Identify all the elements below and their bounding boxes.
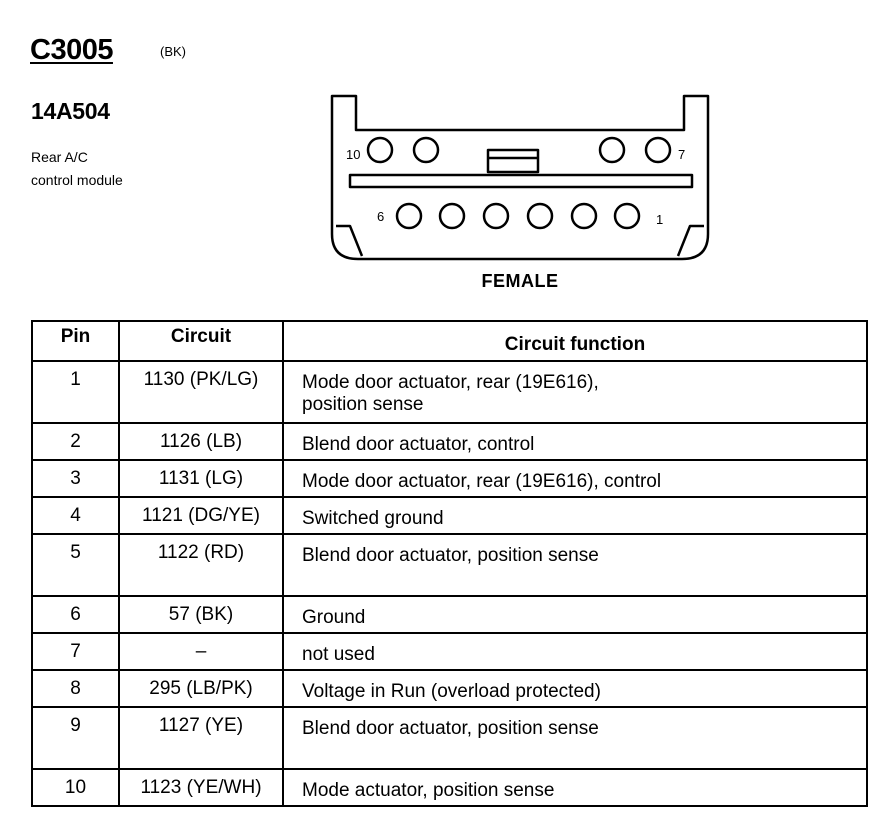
connector-divider-bar [350,175,692,187]
pin-label-10: 10 [346,147,361,162]
pin-cavity-9 [414,138,438,162]
pin-number: 10 [32,769,119,806]
circuit-code: 1130 (PK/LG) [119,361,283,423]
pin-label-1: 1 [656,212,664,227]
circuit-function [283,423,867,460]
circuit-function [283,769,867,806]
circuit-code: – [119,633,283,670]
circuit-function-line: Switched ground [302,508,444,529]
circuit-function [283,460,867,497]
table-row [32,707,867,769]
circuit-function-line: Blend door actuator, position sense [302,718,599,739]
header-circuit-function: Circuit function [283,321,867,361]
circuit-function-line: Blend door actuator, position sense [302,545,599,566]
pin-cavity-10 [368,138,392,162]
module-name [31,146,171,192]
circuit-code: 1122 (RD) [119,534,283,596]
pin-number: 9 [32,707,119,769]
pin-number: 2 [32,423,119,460]
circuit-code: 295 (LB/PK) [119,670,283,707]
pin-number: 5 [32,534,119,596]
pin-number: 1 [32,361,119,423]
circuit-function [283,633,867,670]
circuit-function [283,670,867,707]
pin-cavity-1 [615,204,639,228]
circuit-function-line: position sense [302,394,424,415]
circuit-function [283,596,867,633]
connector-color-code: (BK) [160,44,186,59]
connector-face-diagram [320,94,720,274]
pin-label-7: 7 [678,147,686,162]
pin-cavity-6 [397,204,421,228]
circuit-function-line: Voltage in Run (overload protected) [302,681,601,702]
pin-cavity-2 [572,204,596,228]
pin-cavity-3 [528,204,552,228]
table-row [32,633,867,670]
pin-label-6: 6 [377,209,385,224]
pin-number: 4 [32,497,119,534]
table-header-row [32,321,867,361]
module-name-line1: Rear A/C [31,149,88,165]
table-row [32,596,867,633]
circuit-function-line: not used [302,644,375,665]
part-number: 14A504 [31,98,110,124]
pin-cavity-7 [646,138,670,162]
header-pin: Pin [32,321,119,361]
pinout-table [31,320,868,807]
circuit-function [283,361,867,423]
circuit-function-line: Mode actuator, position sense [302,780,555,801]
pin-number: 3 [32,460,119,497]
table-row [32,497,867,534]
table-row [32,361,867,423]
table-row [32,460,867,497]
header-circuit: Circuit [119,321,283,361]
pin-cavity-4 [484,204,508,228]
pin-number: 8 [32,670,119,707]
circuit-function [283,707,867,769]
connector-latch [488,150,538,172]
circuit-code: 1121 (DG/YE) [119,497,283,534]
circuit-code: 1127 (YE) [119,707,283,769]
circuit-function-line: Mode door actuator, rear (19E616), control [302,471,662,492]
connector-key-left [336,226,362,256]
pin-cavity-8 [600,138,624,162]
connector-key-right [678,226,704,256]
pin-number: 6 [32,596,119,633]
circuit-code: 1123 (YE/WH) [119,769,283,806]
circuit-function-line: Mode door actuator, rear (19E616), [302,372,599,393]
circuit-code: 57 (BK) [119,596,283,633]
connector-gender-label: FEMALE [481,271,559,291]
pin-number: 7 [32,633,119,670]
connector-housing-outline [332,96,708,259]
circuit-function [283,497,867,534]
table-row [32,670,867,707]
circuit-function-line: Ground [302,607,366,628]
table-row [32,423,867,460]
connector-id: C3005 [30,34,113,66]
circuit-code: 1131 (LG) [119,460,283,497]
circuit-function-line: Blend door actuator, control [302,434,535,455]
module-name-line2: control module [31,172,123,188]
table-row [32,534,867,596]
circuit-function [283,534,867,596]
table-row [32,769,867,806]
pinout-table-body [32,361,867,806]
pin-cavity-5 [440,204,464,228]
circuit-code: 1126 (LB) [119,423,283,460]
